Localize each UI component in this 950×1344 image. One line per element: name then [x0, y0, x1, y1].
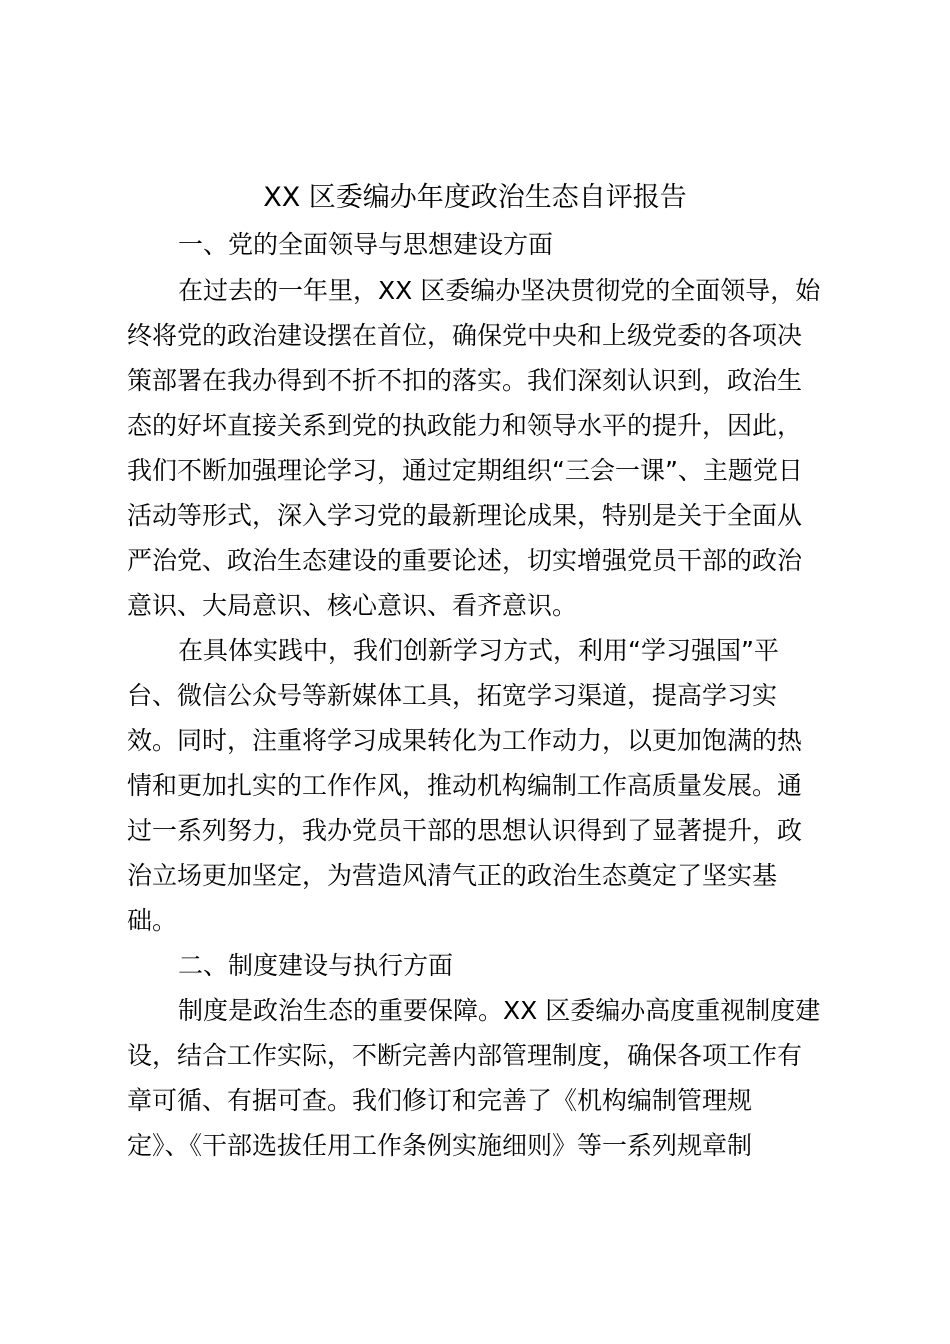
- paragraph-line: 台、微信公众号等新媒体工具，拓宽学习渠道，提高学习实: [127, 681, 778, 710]
- paragraph-line: 础。: [127, 906, 178, 935]
- paragraph-line: 在过去的一年里，XX 区委编办坚决贯彻党的全面领导，始: [178, 276, 821, 305]
- paragraph-line: 活动等形式，深入学习党的最新理论成果，特别是关于全面从: [127, 501, 803, 530]
- paragraph-line: 效。同时，注重将学习成果转化为工作动力，以更加饱满的热: [127, 726, 803, 755]
- paragraph-line: 策部署在我办得到不折不扣的落实。我们深刻认识到，政治生: [127, 366, 803, 395]
- paragraph-line: 治立场更加坚定，为营造风清气正的政治生态奠定了坚实基: [127, 861, 778, 890]
- paragraph-line: 在具体实践中，我们创新学习方式，利用“学习强国”平: [178, 636, 779, 665]
- paragraph-line: 制度是政治生态的重要保障。XX 区委编办高度重视制度建: [178, 996, 821, 1025]
- section-heading-1: 一、党的全面领导与思想建设方面: [178, 230, 554, 259]
- section-heading-2: 二、制度建设与执行方面: [178, 951, 454, 980]
- paragraph-line: 章可循、有据可查。我们修订和完善了《机构编制管理规: [127, 1086, 753, 1115]
- paragraph-line: 过一系列努力，我办党员干部的思想认识得到了显著提升，政: [127, 816, 803, 845]
- paragraph-line: 情和更加扎实的工作作风，推动机构编制工作高质量发展。通: [127, 771, 803, 800]
- paragraph-line: 终将党的政治建设摆在首位，确保党中央和上级党委的各项决: [127, 321, 803, 350]
- paragraph-line: 意识、大局意识、核心意识、看齐意识。: [127, 591, 578, 620]
- paragraph-line: 我们不断加强理论学习，通过定期组织“三会一课”、主题党日: [127, 456, 803, 485]
- paragraph-line: 定》、《干部选拔任用工作条例实施细则》等一系列规章制: [127, 1131, 753, 1160]
- paragraph-line: 设，结合工作实际，不断完善内部管理制度，确保各项工作有: [127, 1041, 803, 1070]
- document-title: XX 区委编办年度政治生态自评报告: [263, 182, 687, 213]
- paragraph-line: 严治党、政治生态建设的重要论述，切实增强党员干部的政治: [127, 546, 803, 575]
- paragraph-line: 态的好坏直接关系到党的执政能力和领导水平的提升，因此，: [127, 411, 803, 440]
